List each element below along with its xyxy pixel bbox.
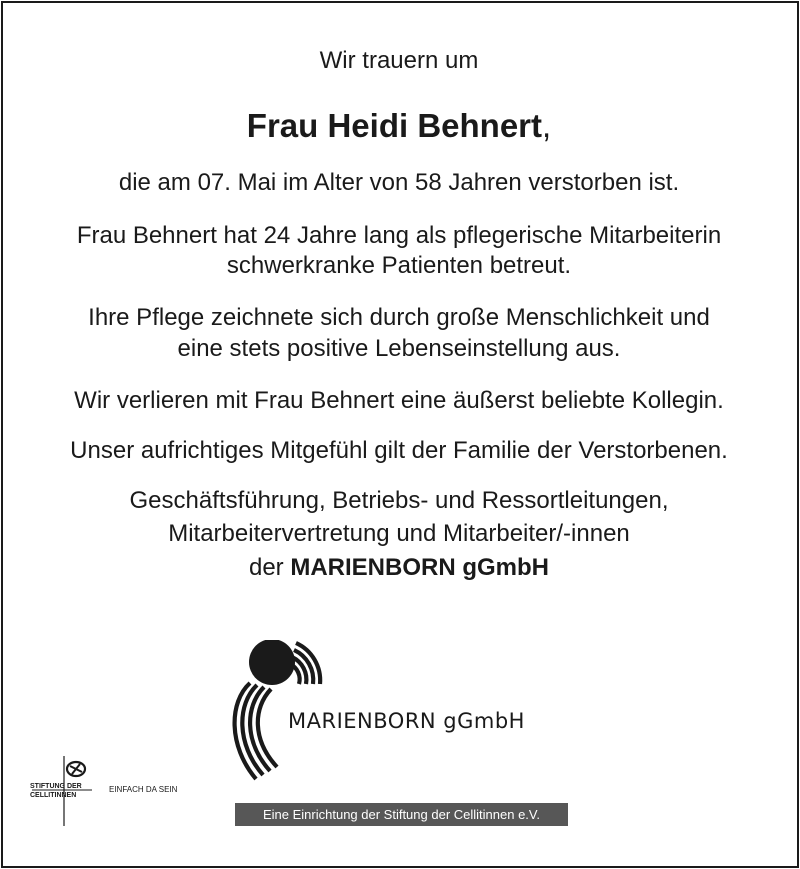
signature-line2: Mitarbeitervertretung und Mitarbeiter/-innen (168, 520, 630, 547)
signature-line1: Geschäftsführung, Betriebs- und Ressortleitungen, (129, 487, 669, 514)
notice-intro: Wir trauern um (319, 47, 479, 74)
notice-para2-line1: Frau Behnert hat 24 Jahre lang als pflegerische Mitarbeiterin (76, 222, 722, 249)
foundation-name-line1: STIFTUNG DER (30, 783, 82, 790)
deceased-name-text: Frau Heidi Behnert (246, 107, 543, 144)
notice-line-death: die am 07. Mai im Alter von 58 Jahren verstorben ist. (118, 169, 680, 196)
signature-line3 (0, 553, 798, 583)
logo-name: MARIENBORN gGmbH (288, 709, 525, 733)
notice-para4: Wir verlieren mit Frau Behnert eine äußerst beliebte Kollegin. (74, 387, 724, 414)
notice-para5: Unser aufrichtiges Mitgefühl gilt der Familie der Verstorbenen. (70, 437, 728, 464)
foundation-slogan: EINFACH DA SEIN (109, 785, 178, 794)
notice-para2-line2: schwerkranke Patienten betreut. (226, 252, 572, 279)
notice-para3-line1: Ihre Pflege zeichnete sich durch große Menschlichkeit und (88, 304, 710, 331)
foundation-name-line2: CELLITINNEN (30, 792, 77, 799)
deceased-name (0, 106, 798, 146)
foundation-banner: Eine Einrichtung der Stiftung der Cellitinnen e.V. (235, 803, 568, 826)
signature-org: MARIENBORN gGmbH (290, 554, 549, 581)
notice-para3-line2: eine stets positive Lebenseinstellung aus. (177, 335, 621, 362)
deceased-name-comma: , (542, 107, 552, 144)
signature-prefix: der (248, 554, 291, 581)
foundation-name (30, 782, 96, 800)
